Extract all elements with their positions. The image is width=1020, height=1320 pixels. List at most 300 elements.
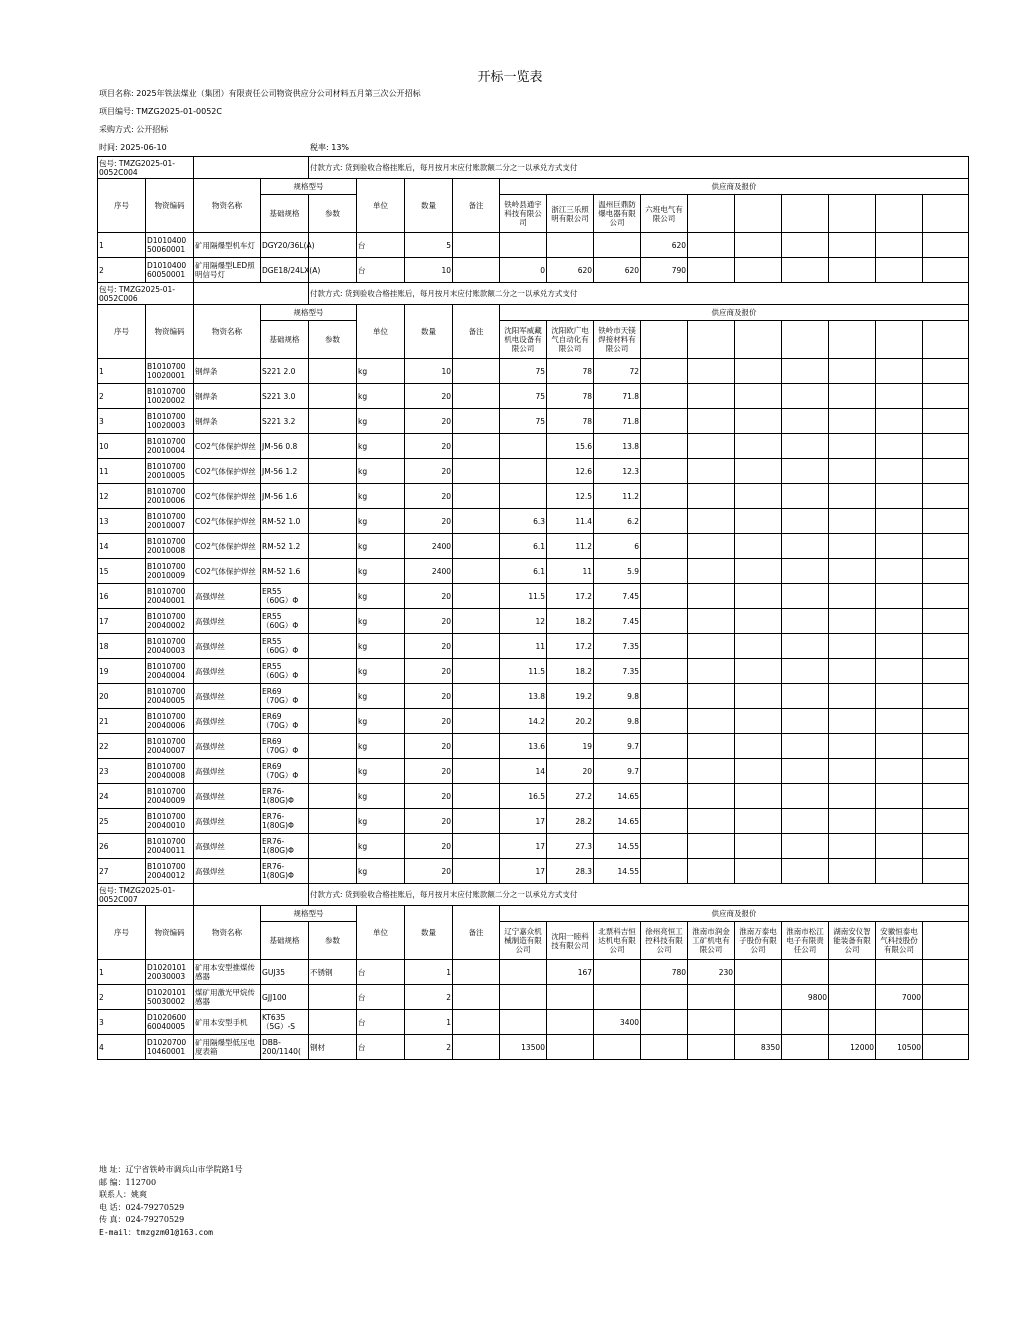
unit-cell: kg: [357, 384, 405, 409]
note-cell: [453, 985, 500, 1010]
price-cell: [876, 759, 923, 784]
unit-cell: kg: [357, 709, 405, 734]
supplier-name: 六班电气有限公司: [641, 195, 688, 233]
price-cell: 0: [500, 258, 547, 283]
price-cell: 12.5: [547, 484, 594, 509]
price-cell: [829, 734, 876, 759]
price-cell: 12.6: [547, 459, 594, 484]
price-cell: [688, 1010, 735, 1035]
param-cell: [309, 985, 357, 1010]
package-no: 包号: TMZG2025-01-0052C006: [98, 283, 194, 305]
table-row: [98, 759, 969, 784]
price-cell: 7.45: [594, 609, 641, 634]
price-cell: 9.7: [594, 734, 641, 759]
name-cell: 高强焊丝: [194, 684, 261, 709]
price-cell: [641, 1035, 688, 1060]
name-cell: 钢焊条: [194, 359, 261, 384]
param-cell: [309, 1010, 357, 1035]
price-cell: 27.3: [547, 834, 594, 859]
price-cell: [923, 484, 969, 509]
price-cell: [829, 534, 876, 559]
price-cell: [923, 684, 969, 709]
note-cell: [453, 258, 500, 283]
header-param: 参数: [309, 922, 357, 960]
price-cell: [641, 1010, 688, 1035]
header-name: 物资名称: [194, 906, 261, 960]
table-row: [98, 1010, 969, 1035]
price-cell: [876, 559, 923, 584]
price-cell: 14: [500, 759, 547, 784]
price-cell: [641, 859, 688, 884]
supplier-name: 淮南万泰电子股份有限公司: [735, 922, 782, 960]
price-cell: 7000: [876, 985, 923, 1010]
price-cell: [782, 509, 829, 534]
price-cell: [876, 960, 923, 985]
price-cell: [782, 759, 829, 784]
price-cell: [782, 584, 829, 609]
supplier-name: [829, 321, 876, 359]
param-cell: [309, 409, 357, 434]
qty-cell: 20: [405, 634, 453, 659]
qty-cell: 20: [405, 809, 453, 834]
price-cell: 11: [547, 559, 594, 584]
header-seq: 序号: [98, 179, 146, 233]
price-cell: 75: [500, 409, 547, 434]
price-cell: 620: [641, 233, 688, 258]
supplier-name: 沈阳一睦科技有限公司: [547, 922, 594, 960]
note-cell: [453, 634, 500, 659]
seq-cell: 22: [98, 734, 146, 759]
note-cell: [453, 734, 500, 759]
unit-cell: kg: [357, 534, 405, 559]
price-cell: 6: [594, 534, 641, 559]
seq-cell: 18: [98, 634, 146, 659]
price-cell: [829, 434, 876, 459]
code-cell: D1020101 50030002: [146, 985, 194, 1010]
supplier-name: [735, 195, 782, 233]
price-cell: [735, 409, 782, 434]
unit-cell: kg: [357, 859, 405, 884]
code-cell: B1010700 20040009: [146, 784, 194, 809]
price-cell: [782, 258, 829, 283]
price-cell: 71.8: [594, 409, 641, 434]
price-cell: [829, 684, 876, 709]
spec-cell: ER55 （60G）Φ: [261, 659, 309, 684]
price-cell: 9.7: [594, 759, 641, 784]
param-cell: [309, 684, 357, 709]
price-cell: [876, 509, 923, 534]
spec-cell: KT635 （5G）-S: [261, 1010, 309, 1035]
price-cell: [641, 734, 688, 759]
price-cell: [500, 434, 547, 459]
qty-cell: 10: [405, 258, 453, 283]
price-cell: [735, 960, 782, 985]
price-cell: [688, 434, 735, 459]
price-cell: 14.65: [594, 784, 641, 809]
unit-cell: kg: [357, 634, 405, 659]
spec-cell: GJJ100: [261, 985, 309, 1010]
table-row: [98, 634, 969, 659]
param-cell: [309, 584, 357, 609]
price-cell: 9.8: [594, 709, 641, 734]
price-cell: [688, 409, 735, 434]
table-row: [98, 985, 969, 1010]
header-unit: 单位: [357, 305, 405, 359]
price-cell: 3400: [594, 1010, 641, 1035]
table-row: [98, 859, 969, 884]
page-title: 开标一览表: [477, 70, 543, 85]
supplier-name: [876, 321, 923, 359]
header-note: 备注: [453, 305, 500, 359]
price-cell: [829, 985, 876, 1010]
price-cell: [688, 384, 735, 409]
bid-table: [97, 156, 969, 1060]
price-cell: [829, 1010, 876, 1035]
price-cell: 17: [500, 859, 547, 884]
price-cell: [735, 609, 782, 634]
header-spec-group: 规格型号: [261, 305, 357, 321]
table-header-row: [98, 179, 969, 195]
price-cell: [641, 709, 688, 734]
code-cell: B1010700 20010006: [146, 484, 194, 509]
supplier-name: 淮南市润金工矿机电有限公司: [688, 922, 735, 960]
payment-terms: 付款方式: 货到验收合格挂账后，每月按月末应付账款额二分之一以承兑方式支付: [309, 283, 969, 305]
price-cell: [641, 985, 688, 1010]
price-cell: [923, 784, 969, 809]
code-cell: B1010700 10020003: [146, 409, 194, 434]
price-cell: [688, 809, 735, 834]
code-cell: B1010700 20040012: [146, 859, 194, 884]
price-cell: [782, 859, 829, 884]
price-cell: 780: [641, 960, 688, 985]
note-cell: [453, 484, 500, 509]
price-cell: [923, 584, 969, 609]
table-row: [98, 459, 969, 484]
price-cell: 19: [547, 734, 594, 759]
name-cell: 矿用隔爆型低压电度表箱: [194, 1035, 261, 1060]
price-cell: [876, 534, 923, 559]
spec-cell: DGY20/36L(A): [261, 233, 309, 258]
seq-cell: 25: [98, 809, 146, 834]
unit-cell: kg: [357, 409, 405, 434]
table-row: [98, 584, 969, 609]
unit-cell: kg: [357, 684, 405, 709]
price-cell: [594, 1035, 641, 1060]
unit-cell: kg: [357, 434, 405, 459]
price-cell: 27.2: [547, 784, 594, 809]
price-cell: [876, 634, 923, 659]
price-cell: [688, 359, 735, 384]
price-cell: [500, 233, 547, 258]
qty-cell: 20: [405, 609, 453, 634]
price-cell: 5.9: [594, 559, 641, 584]
note-cell: [453, 809, 500, 834]
table-header-row: [98, 305, 969, 321]
price-cell: [923, 960, 969, 985]
unit-cell: kg: [357, 834, 405, 859]
package-no: 包号: TMZG2025-01-0052C004: [98, 157, 194, 179]
price-cell: [688, 709, 735, 734]
header-name: 物资名称: [194, 305, 261, 359]
note-cell: [453, 609, 500, 634]
price-cell: 11.5: [500, 659, 547, 684]
price-cell: 18.2: [547, 659, 594, 684]
price-cell: 790: [641, 258, 688, 283]
header-suppliers: 供应商及报价: [500, 179, 969, 195]
code-cell: B1010700 20010004: [146, 434, 194, 459]
note-cell: [453, 359, 500, 384]
unit-cell: kg: [357, 784, 405, 809]
seq-cell: 10: [98, 434, 146, 459]
supplier-name: [688, 195, 735, 233]
price-cell: [688, 534, 735, 559]
code-cell: B1010700 10020001: [146, 359, 194, 384]
price-cell: [782, 534, 829, 559]
note-cell: [453, 960, 500, 985]
code-cell: B1010700 20040004: [146, 659, 194, 684]
seq-cell: 16: [98, 584, 146, 609]
seq-cell: 27: [98, 859, 146, 884]
price-cell: [688, 609, 735, 634]
price-cell: [829, 634, 876, 659]
spec-cell: RM-52 1.2: [261, 534, 309, 559]
qty-cell: 20: [405, 409, 453, 434]
note-cell: [453, 409, 500, 434]
price-cell: [641, 609, 688, 634]
price-cell: 19.2: [547, 684, 594, 709]
qty-cell: 5: [405, 233, 453, 258]
price-cell: 14.65: [594, 809, 641, 834]
code-cell: B1010700 20040008: [146, 759, 194, 784]
note-cell: [453, 534, 500, 559]
qty-cell: 20: [405, 384, 453, 409]
supplier-name: 浙江三乐照明有限公司: [547, 195, 594, 233]
table-row: [98, 1035, 969, 1060]
price-cell: [500, 985, 547, 1010]
price-cell: [641, 659, 688, 684]
header-qty: 数量: [405, 305, 453, 359]
seq-cell: 14: [98, 534, 146, 559]
qty-cell: 20: [405, 859, 453, 884]
supplier-name: [923, 922, 969, 960]
note-cell: [453, 709, 500, 734]
table-row: [98, 484, 969, 509]
seq-cell: 17: [98, 609, 146, 634]
seq-cell: 1: [98, 960, 146, 985]
code-cell: D1020700 10460001: [146, 1035, 194, 1060]
spec-cell: S221 3.2: [261, 409, 309, 434]
spec-cell: ER69 （70G）Φ: [261, 734, 309, 759]
header-code: 物资编码: [146, 906, 194, 960]
price-cell: [876, 734, 923, 759]
package-no: 包号: TMZG2025-01-0052C007: [98, 884, 194, 906]
price-cell: [641, 484, 688, 509]
header-seq: 序号: [98, 305, 146, 359]
qty-cell: 20: [405, 759, 453, 784]
unit-cell: kg: [357, 809, 405, 834]
note-cell: [453, 1035, 500, 1060]
unit-cell: kg: [357, 509, 405, 534]
qty-cell: 2: [405, 985, 453, 1010]
price-cell: 12.3: [594, 459, 641, 484]
param-cell: [309, 484, 357, 509]
name-cell: 高强焊丝: [194, 784, 261, 809]
price-cell: [876, 709, 923, 734]
price-cell: 8350: [735, 1035, 782, 1060]
note-cell: [453, 384, 500, 409]
price-cell: [735, 734, 782, 759]
price-cell: 7.35: [594, 634, 641, 659]
price-cell: [500, 960, 547, 985]
price-cell: [923, 709, 969, 734]
note-cell: [453, 1010, 500, 1035]
price-cell: [876, 233, 923, 258]
table-row: [98, 534, 969, 559]
price-cell: [923, 409, 969, 434]
name-cell: 高强焊丝: [194, 759, 261, 784]
note-cell: [453, 684, 500, 709]
spec-cell: ER76-1(80G)Φ: [261, 809, 309, 834]
seq-cell: 11: [98, 459, 146, 484]
spec-cell: ER69 （70G）Φ: [261, 709, 309, 734]
price-cell: 12000: [829, 1035, 876, 1060]
header-qty: 数量: [405, 179, 453, 233]
price-cell: [641, 359, 688, 384]
supplier-name: 沈阳军威藏机电设备有限公司: [500, 321, 547, 359]
param-cell: [309, 809, 357, 834]
code-cell: B1010700 20040003: [146, 634, 194, 659]
price-cell: 11: [500, 634, 547, 659]
code-cell: D1020101 20030003: [146, 960, 194, 985]
code-cell: B1010700 20040007: [146, 734, 194, 759]
contact-person: 联系人：姚爽: [99, 1190, 147, 1199]
price-cell: 6.3: [500, 509, 547, 534]
spec-cell: ER69 （70G）Φ: [261, 759, 309, 784]
price-cell: [547, 1035, 594, 1060]
price-cell: [782, 484, 829, 509]
table-row: [98, 359, 969, 384]
price-cell: [688, 1035, 735, 1060]
supplier-name: [782, 195, 829, 233]
note-cell: [453, 559, 500, 584]
price-cell: [782, 559, 829, 584]
name-cell: 矿用本安型推煤传感器: [194, 960, 261, 985]
price-cell: [829, 384, 876, 409]
package-blank: [194, 283, 309, 305]
price-cell: [782, 960, 829, 985]
param-cell: [309, 509, 357, 534]
seq-cell: 24: [98, 784, 146, 809]
price-cell: [829, 459, 876, 484]
price-cell: [876, 409, 923, 434]
spec-cell: DBB-200/1140(: [261, 1035, 309, 1060]
price-cell: [641, 459, 688, 484]
qty-cell: 20: [405, 709, 453, 734]
param-cell: [309, 859, 357, 884]
price-cell: 6.2: [594, 509, 641, 534]
price-cell: [735, 634, 782, 659]
price-cell: [923, 609, 969, 634]
note-cell: [453, 434, 500, 459]
seq-cell: 19: [98, 659, 146, 684]
price-cell: [782, 809, 829, 834]
table-row: [98, 834, 969, 859]
qty-cell: 2400: [405, 559, 453, 584]
spec-cell: RM-52 1.0: [261, 509, 309, 534]
price-cell: [688, 684, 735, 709]
seq-cell: 2: [98, 985, 146, 1010]
price-cell: [876, 584, 923, 609]
param-cell: [309, 534, 357, 559]
note-cell: [453, 784, 500, 809]
supplier-name: 北票科吉恒达机电有限公司: [594, 922, 641, 960]
param-cell: [309, 659, 357, 684]
price-cell: [829, 233, 876, 258]
code-cell: B1010700 20010005: [146, 459, 194, 484]
price-cell: [735, 584, 782, 609]
price-cell: 75: [500, 384, 547, 409]
qty-cell: 1: [405, 960, 453, 985]
name-cell: CO2气体保护焊丝: [194, 434, 261, 459]
unit-cell: kg: [357, 659, 405, 684]
spec-cell: ER69 （70G）Φ: [261, 684, 309, 709]
price-cell: [876, 359, 923, 384]
price-cell: [782, 834, 829, 859]
price-cell: [641, 634, 688, 659]
seq-cell: 3: [98, 1010, 146, 1035]
price-cell: 17: [500, 834, 547, 859]
package-row: [98, 157, 969, 179]
price-cell: 78: [547, 359, 594, 384]
code-cell: D1010400 60050001: [146, 258, 194, 283]
unit-cell: kg: [357, 584, 405, 609]
header-note: 备注: [453, 906, 500, 960]
price-cell: 78: [547, 409, 594, 434]
price-cell: [688, 258, 735, 283]
header-spec-group: 规格型号: [261, 906, 357, 922]
price-cell: [923, 1010, 969, 1035]
table-row: [98, 509, 969, 534]
supplier-name: [782, 321, 829, 359]
qty-cell: 20: [405, 509, 453, 534]
price-cell: [688, 759, 735, 784]
payment-terms: 付款方式: 货到验收合格挂账后，每月按月末应付账款额二分之一以承兑方式支付: [309, 884, 969, 906]
price-cell: [735, 859, 782, 884]
zip-code: 邮 编：112700: [99, 1177, 157, 1187]
price-cell: [923, 459, 969, 484]
price-cell: 20: [547, 759, 594, 784]
price-cell: [688, 559, 735, 584]
price-cell: [876, 434, 923, 459]
table-row: [98, 409, 969, 434]
qty-cell: 2: [405, 1035, 453, 1060]
price-cell: [829, 659, 876, 684]
spec-cell: JM-56 1.2: [261, 459, 309, 484]
code-cell: B1010700 20040010: [146, 809, 194, 834]
price-cell: [735, 684, 782, 709]
name-cell: 钢焊条: [194, 409, 261, 434]
price-cell: 72: [594, 359, 641, 384]
header-code: 物资编码: [146, 305, 194, 359]
price-cell: 7.35: [594, 659, 641, 684]
price-cell: [500, 459, 547, 484]
name-cell: CO2气体保护焊丝: [194, 559, 261, 584]
price-cell: [782, 459, 829, 484]
price-cell: [500, 484, 547, 509]
header-name: 物资名称: [194, 179, 261, 233]
name-cell: CO2气体保护焊丝: [194, 459, 261, 484]
price-cell: 28.3: [547, 859, 594, 884]
